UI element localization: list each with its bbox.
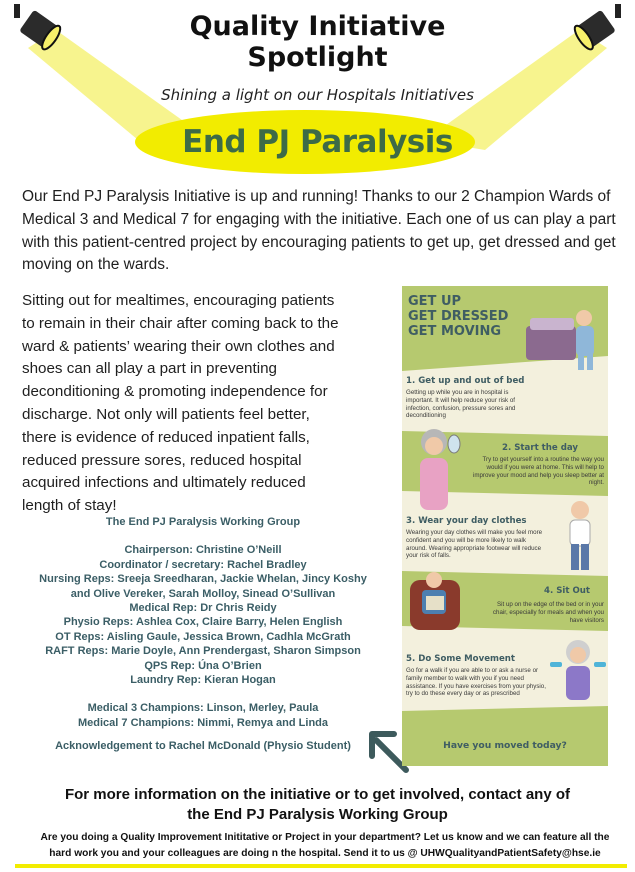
poster-title: [408, 294, 508, 339]
step-heading: 5. Do Some Movement: [406, 654, 516, 664]
member-line: Physio Reps: Ashlea Cox, Claire Barry, Helen English: [63, 616, 343, 629]
member-line: OT Reps: Aisling Gaule, Jessica Brown, Cadhla McGrath: [55, 630, 351, 643]
woman-mirror-illustration: [404, 426, 464, 516]
body-paragraph: [22, 290, 394, 518]
footer-small-line: Are you doing a Quality Improvement Inititative or Project in your department? Let us know and we can feature all the: [40, 832, 610, 843]
body-line: there is evidence of reduced inpatient falls,: [22, 428, 310, 446]
step-text: Getting up while you are in hospital is important. It will help reduce your risk of infection, confusion, pressure sores and deconditioning: [406, 389, 516, 420]
page-title-line1: Quality Initiative: [189, 11, 446, 42]
step-text: Wearing your day clothes will make you feel more confident and you will be more likely to walk around. Wearing appropriate footwear will reduce your risk of falls.: [406, 529, 543, 560]
footer-small-line: hard work you and your colleagues are doing n the hospital. Send it to us @ UHWQualityandPatientSafety@hse.ie: [49, 848, 601, 859]
step-heading: 2. Start the day: [502, 443, 579, 453]
body-line: ward & patients’ wearing their own clothes and: [22, 337, 335, 355]
step-heading: 4. Sit Out: [544, 586, 591, 596]
poster-title-line: GET MOVING: [408, 324, 502, 339]
member-line: Nursing Reps: Sreeja Sreedharan, Jackie Whelan, Jincy Koshy: [39, 573, 367, 586]
member-line: and Olive Vereker, Sarah Molloy, Sinead O’Sullivan: [70, 587, 336, 600]
member-line: Laundry Rep: Kieran Hogan: [130, 674, 276, 687]
poster-footer: Have you moved today?: [443, 740, 567, 751]
man-reading-illustration: [404, 566, 466, 636]
intro-paragraph: Our End PJ Paralysis Initiative is up and running! Thanks to our 2 Champion Wards of Medical 3 and Medical 7 for engaging with the initiative. Each one of us can play a part with this patient-centred project by encouraging patients to get up, get dressed and get moving on the wards.: [22, 188, 616, 274]
acknowledgement: Acknowledgement to Rachel McDonald (Physio Student): [55, 740, 351, 753]
member-line: RAFT Reps: Marie Doyle, Ann Prendergast, Sharon Simpson: [45, 645, 361, 658]
page-subtitle: Shining a light on our Hospitals Initiatives: [161, 86, 474, 104]
bed-illustration: [522, 296, 608, 376]
working-group: [22, 515, 384, 754]
body-line: length of stay!: [22, 497, 117, 515]
man-walking-illustration: [552, 498, 608, 578]
poster-title-line: GET DRESSED: [408, 309, 509, 324]
body-line: Sitting out for mealtimes, encouraging patients: [22, 292, 335, 309]
champion-line: Medical 7 Champions: Nimmi, Remya and Linda: [78, 716, 328, 729]
working-group-heading: The End PJ Paralysis Working Group: [105, 516, 301, 528]
footer-contact: [0, 785, 635, 825]
member-line: Chairperson: Christine O’Neill: [124, 544, 282, 557]
headline: End PJ Paralysis: [182, 124, 453, 160]
step-heading: 1. Get up and out of bed: [406, 376, 525, 386]
get-up-poster: [402, 286, 608, 766]
body-line: acquired infections and ultimately reduced: [22, 474, 306, 492]
body-line: discharge. Not only will patients feel better,: [22, 405, 310, 423]
body-line: shoes can all play a part in preventing: [22, 360, 277, 378]
bottom-bar: [15, 864, 627, 868]
body-line: deconditioning & promoting independence for: [22, 383, 328, 401]
footer-line: the End PJ Paralysis Working Group: [187, 806, 448, 823]
member-line: QPS Rep: Úna O’Brien: [144, 659, 262, 672]
poster-title-line: GET UP: [408, 294, 462, 309]
step-text: Try to get yourself into a routine the way you would if you were at home. This will help to improve your mood and help you sleep better at night.: [472, 456, 604, 487]
step-text: Sit up on the edge of the bed or in your chair, especially for meals and when you have visitors: [492, 601, 604, 624]
woman-exercise-illustration: [548, 636, 608, 716]
champion-line: Medical 3 Champions: Linson, Merley, Paula: [87, 702, 319, 715]
footer-line: For more information on the initiative or to get involved, contact any of: [64, 786, 571, 803]
body-line: to remain in their chair after coming back to the: [22, 314, 339, 332]
body-line: reduced pressure sores, reduced hospital: [22, 451, 302, 469]
member-line: Medical Rep: Dr Chris Reidy: [129, 602, 277, 615]
step-heading: 3. Wear your day clothes: [406, 516, 527, 526]
page-title-line2: Spotlight: [247, 42, 388, 73]
step-text: Go for a walk if you are able to or ask a nurse or family member to walk with you if you need assistance. If you have exercises from your physio, try to do these every day or as prescribed: [406, 667, 546, 698]
footer-small: [30, 830, 620, 862]
member-line: Coordinator / secretary: Rachel Bradley: [99, 558, 307, 571]
